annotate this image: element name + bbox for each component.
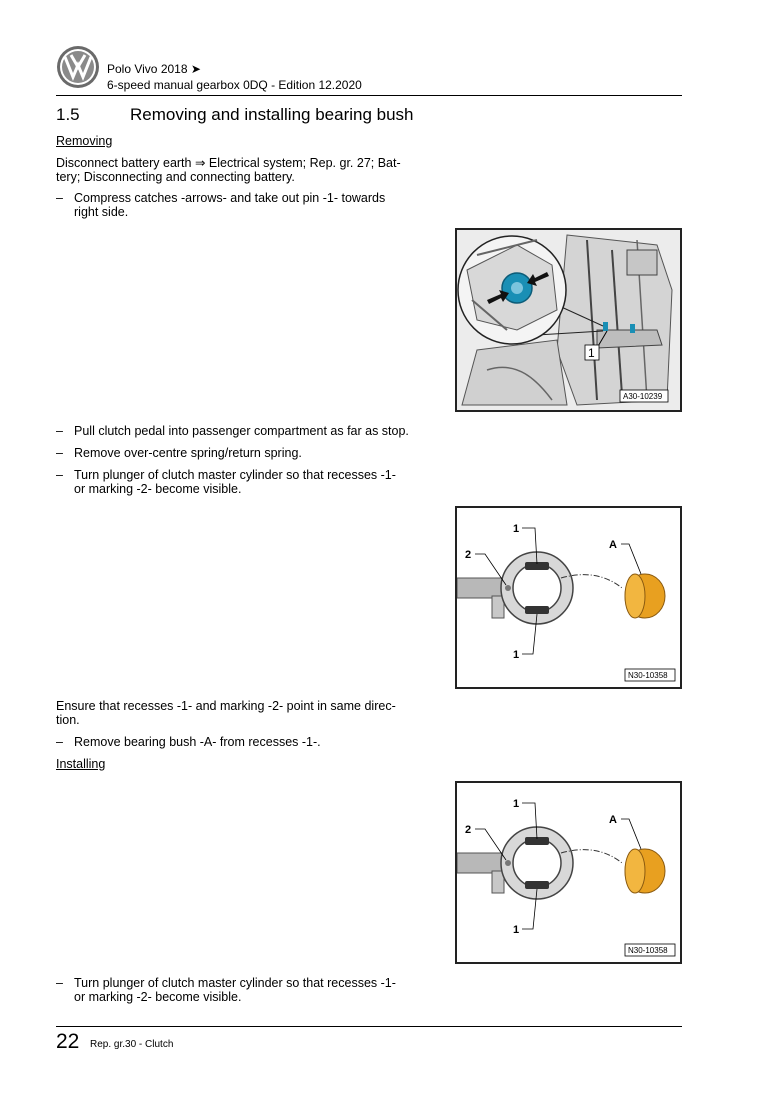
removing-heading: Removing (56, 134, 113, 148)
step-install-turn-plunger: – Turn plunger of clutch master cylinder so that recesses -1- or marking -2- become visible. (56, 976, 396, 1004)
footer-chapter: Rep. gr.30 - Clutch (90, 1039, 174, 1050)
step-remove-spring: – Remove over-centre spring/return spring. (56, 446, 302, 460)
page-number: 22 (56, 1030, 80, 1053)
intro-paragraph: Disconnect battery earth ⇒ Electrical system; Rep. gr. 27; Bat- tery; Disconnecting and connecting battery. (56, 156, 401, 184)
step-turn-plunger: – Turn plunger of clutch master cylinder so that recesses -1- or marking -2- become visible. (56, 468, 396, 496)
figure1-code: A30-10239 (623, 392, 663, 401)
figure-pin-removal (455, 228, 682, 412)
figure-bearing-bush-installing (455, 781, 682, 964)
header-model: Polo Vivo 2018 ➤ (107, 62, 201, 76)
vw-logo (56, 45, 100, 89)
step-compress-catches: – Compress catches -arrows- and take out pin -1- towards right side. (56, 191, 386, 219)
figure3-label-1-top: 1 (513, 798, 520, 810)
figure2-code: N30-10358 (628, 671, 668, 680)
figure3-code: N30-10358 (628, 946, 668, 955)
arrow-right-icon: ➤ (190, 62, 201, 76)
figure-bearing-bush-removing (455, 506, 682, 689)
footer-divider (56, 1026, 682, 1027)
step-pull-pedal: – Pull clutch pedal into passenger compartment as far as stop. (56, 424, 409, 438)
figure2-label-a: A (609, 539, 617, 551)
section-number: 1.5 (56, 105, 80, 124)
installing-heading: Installing (56, 757, 106, 771)
figure3-label-1-bottom: 1 (513, 924, 520, 936)
figure2-label-1-top: 1 (513, 523, 520, 535)
figure3-label-2: 2 (465, 824, 472, 836)
step-remove-bush: – Remove bearing bush -A- from recesses -1-. (56, 735, 321, 749)
ensure-paragraph: Ensure that recesses -1- and marking -2- point in same direc- tion. (56, 699, 396, 727)
figure2-label-1-bottom: 1 (513, 649, 520, 661)
figure2-label-2: 2 (465, 549, 472, 561)
figure3-label-a: A (609, 814, 617, 826)
header-subtitle: 6-speed manual gearbox 0DQ - Edition 12.2020 (107, 78, 362, 92)
figure1-label-1: 1 (588, 346, 595, 360)
section-title: Removing and installing bearing bush (130, 105, 414, 124)
header-divider (56, 95, 682, 96)
